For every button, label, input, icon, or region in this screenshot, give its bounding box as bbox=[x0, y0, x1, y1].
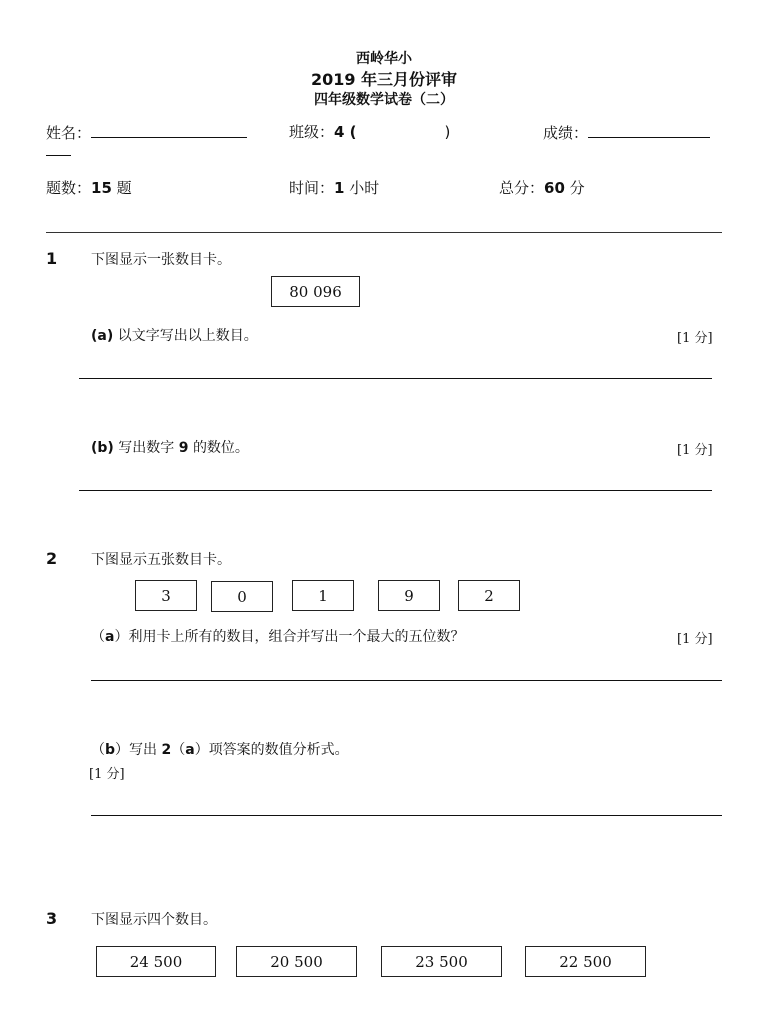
name-field bbox=[46, 121, 247, 143]
q1a-answer-line[interactable] bbox=[79, 378, 712, 379]
q2-text: 下图显示五张数目卡。 bbox=[91, 552, 231, 568]
q1-number-card: 80 096 bbox=[271, 276, 360, 307]
q3-card-3: 23 500 bbox=[381, 946, 502, 977]
q2b-close: ） bbox=[115, 742, 130, 758]
q2b-text-pre: 写出 bbox=[129, 742, 158, 758]
q1b-answer-line[interactable] bbox=[79, 490, 712, 491]
q2a-text: 利用卡上所有的数目，组合并写出一个最大的五位数？ bbox=[128, 629, 465, 645]
q2a-close: ） bbox=[114, 629, 129, 645]
q3-number: 3 bbox=[46, 909, 58, 928]
q2a-answer-line[interactable] bbox=[91, 680, 722, 681]
class-close: ) bbox=[444, 123, 451, 141]
q2b-ref-open: （ bbox=[171, 742, 186, 758]
score-blank[interactable] bbox=[588, 121, 710, 138]
q2a-letter: a bbox=[105, 629, 115, 645]
q2b-mark: [1 分] bbox=[89, 767, 125, 782]
q1b-label: (b) bbox=[91, 440, 114, 456]
q2-card-2: 0 bbox=[211, 581, 273, 612]
total-unit: 分 bbox=[569, 179, 585, 197]
time-unit: 小时 bbox=[349, 179, 380, 197]
q1b-text-post: 的数位。 bbox=[192, 440, 249, 456]
exam-title: 2019 年三月份评审 bbox=[310, 70, 458, 89]
q2b-ref-num: 2 bbox=[161, 742, 172, 758]
q2b-ref-letter: a bbox=[185, 742, 195, 758]
class-field bbox=[289, 121, 450, 142]
q2-card-1: 3 bbox=[135, 580, 197, 611]
score-label: 成绩： bbox=[543, 124, 589, 142]
q1-number: 1 bbox=[46, 249, 58, 268]
class-label: 班级： bbox=[289, 123, 335, 141]
q2b-answer-line[interactable] bbox=[91, 815, 722, 816]
school-name: 西岭华小 bbox=[356, 51, 412, 67]
q1a-label: (a) bbox=[91, 328, 114, 344]
name-blank[interactable] bbox=[91, 121, 247, 138]
q1b-text-pre: 写出数字 bbox=[118, 440, 175, 456]
q2-card-4: 9 bbox=[378, 580, 440, 611]
q3-text: 下图显示四个数目。 bbox=[91, 912, 217, 928]
score-field bbox=[543, 121, 710, 143]
q1a-prompt bbox=[91, 325, 258, 345]
q3-card-2: 20 500 bbox=[236, 946, 357, 977]
q1b-mark: [1 分] bbox=[677, 443, 713, 458]
time-value: 1 bbox=[334, 179, 345, 197]
question-count-unit: 题 bbox=[116, 179, 132, 197]
q2a-prompt bbox=[91, 626, 464, 646]
q2-number: 2 bbox=[46, 549, 58, 568]
q2b-ref-close: ） bbox=[194, 742, 209, 758]
time-label: 时间： bbox=[289, 179, 335, 197]
q2a-open: （ bbox=[91, 629, 105, 645]
total-value: 60 bbox=[544, 179, 565, 197]
paper-title: 四年级数学试卷（二） bbox=[314, 92, 454, 108]
q2-card-5: 2 bbox=[458, 580, 520, 611]
q1b-digit: 9 bbox=[178, 440, 189, 456]
q1a-text: 以文字写出以上数目。 bbox=[117, 328, 258, 344]
q2b-letter: b bbox=[105, 742, 116, 758]
question-count-value: 15 bbox=[91, 179, 112, 197]
q1a-mark: [1 分] bbox=[677, 331, 713, 346]
score-blank-wrap bbox=[46, 155, 71, 156]
class-value: 4 ( bbox=[334, 123, 357, 141]
question-count bbox=[46, 177, 132, 198]
total-label: 总分： bbox=[499, 179, 545, 197]
q1b-prompt bbox=[91, 437, 249, 457]
q2-card-3: 1 bbox=[292, 580, 354, 611]
name-label: 姓名： bbox=[46, 124, 92, 142]
total-score bbox=[499, 177, 585, 198]
q3-card-4: 22 500 bbox=[525, 946, 646, 977]
q2a-mark: [1 分] bbox=[677, 632, 713, 647]
q2b-text-post: 项答案的数值分析式。 bbox=[208, 742, 349, 758]
time-info bbox=[289, 177, 379, 198]
header-divider bbox=[46, 232, 722, 233]
q2b-open: （ bbox=[91, 742, 105, 758]
question-count-label: 题数： bbox=[46, 179, 92, 197]
q1-text: 下图显示一张数目卡。 bbox=[91, 252, 231, 268]
q3-card-1: 24 500 bbox=[96, 946, 216, 977]
q2b-prompt bbox=[91, 739, 349, 759]
